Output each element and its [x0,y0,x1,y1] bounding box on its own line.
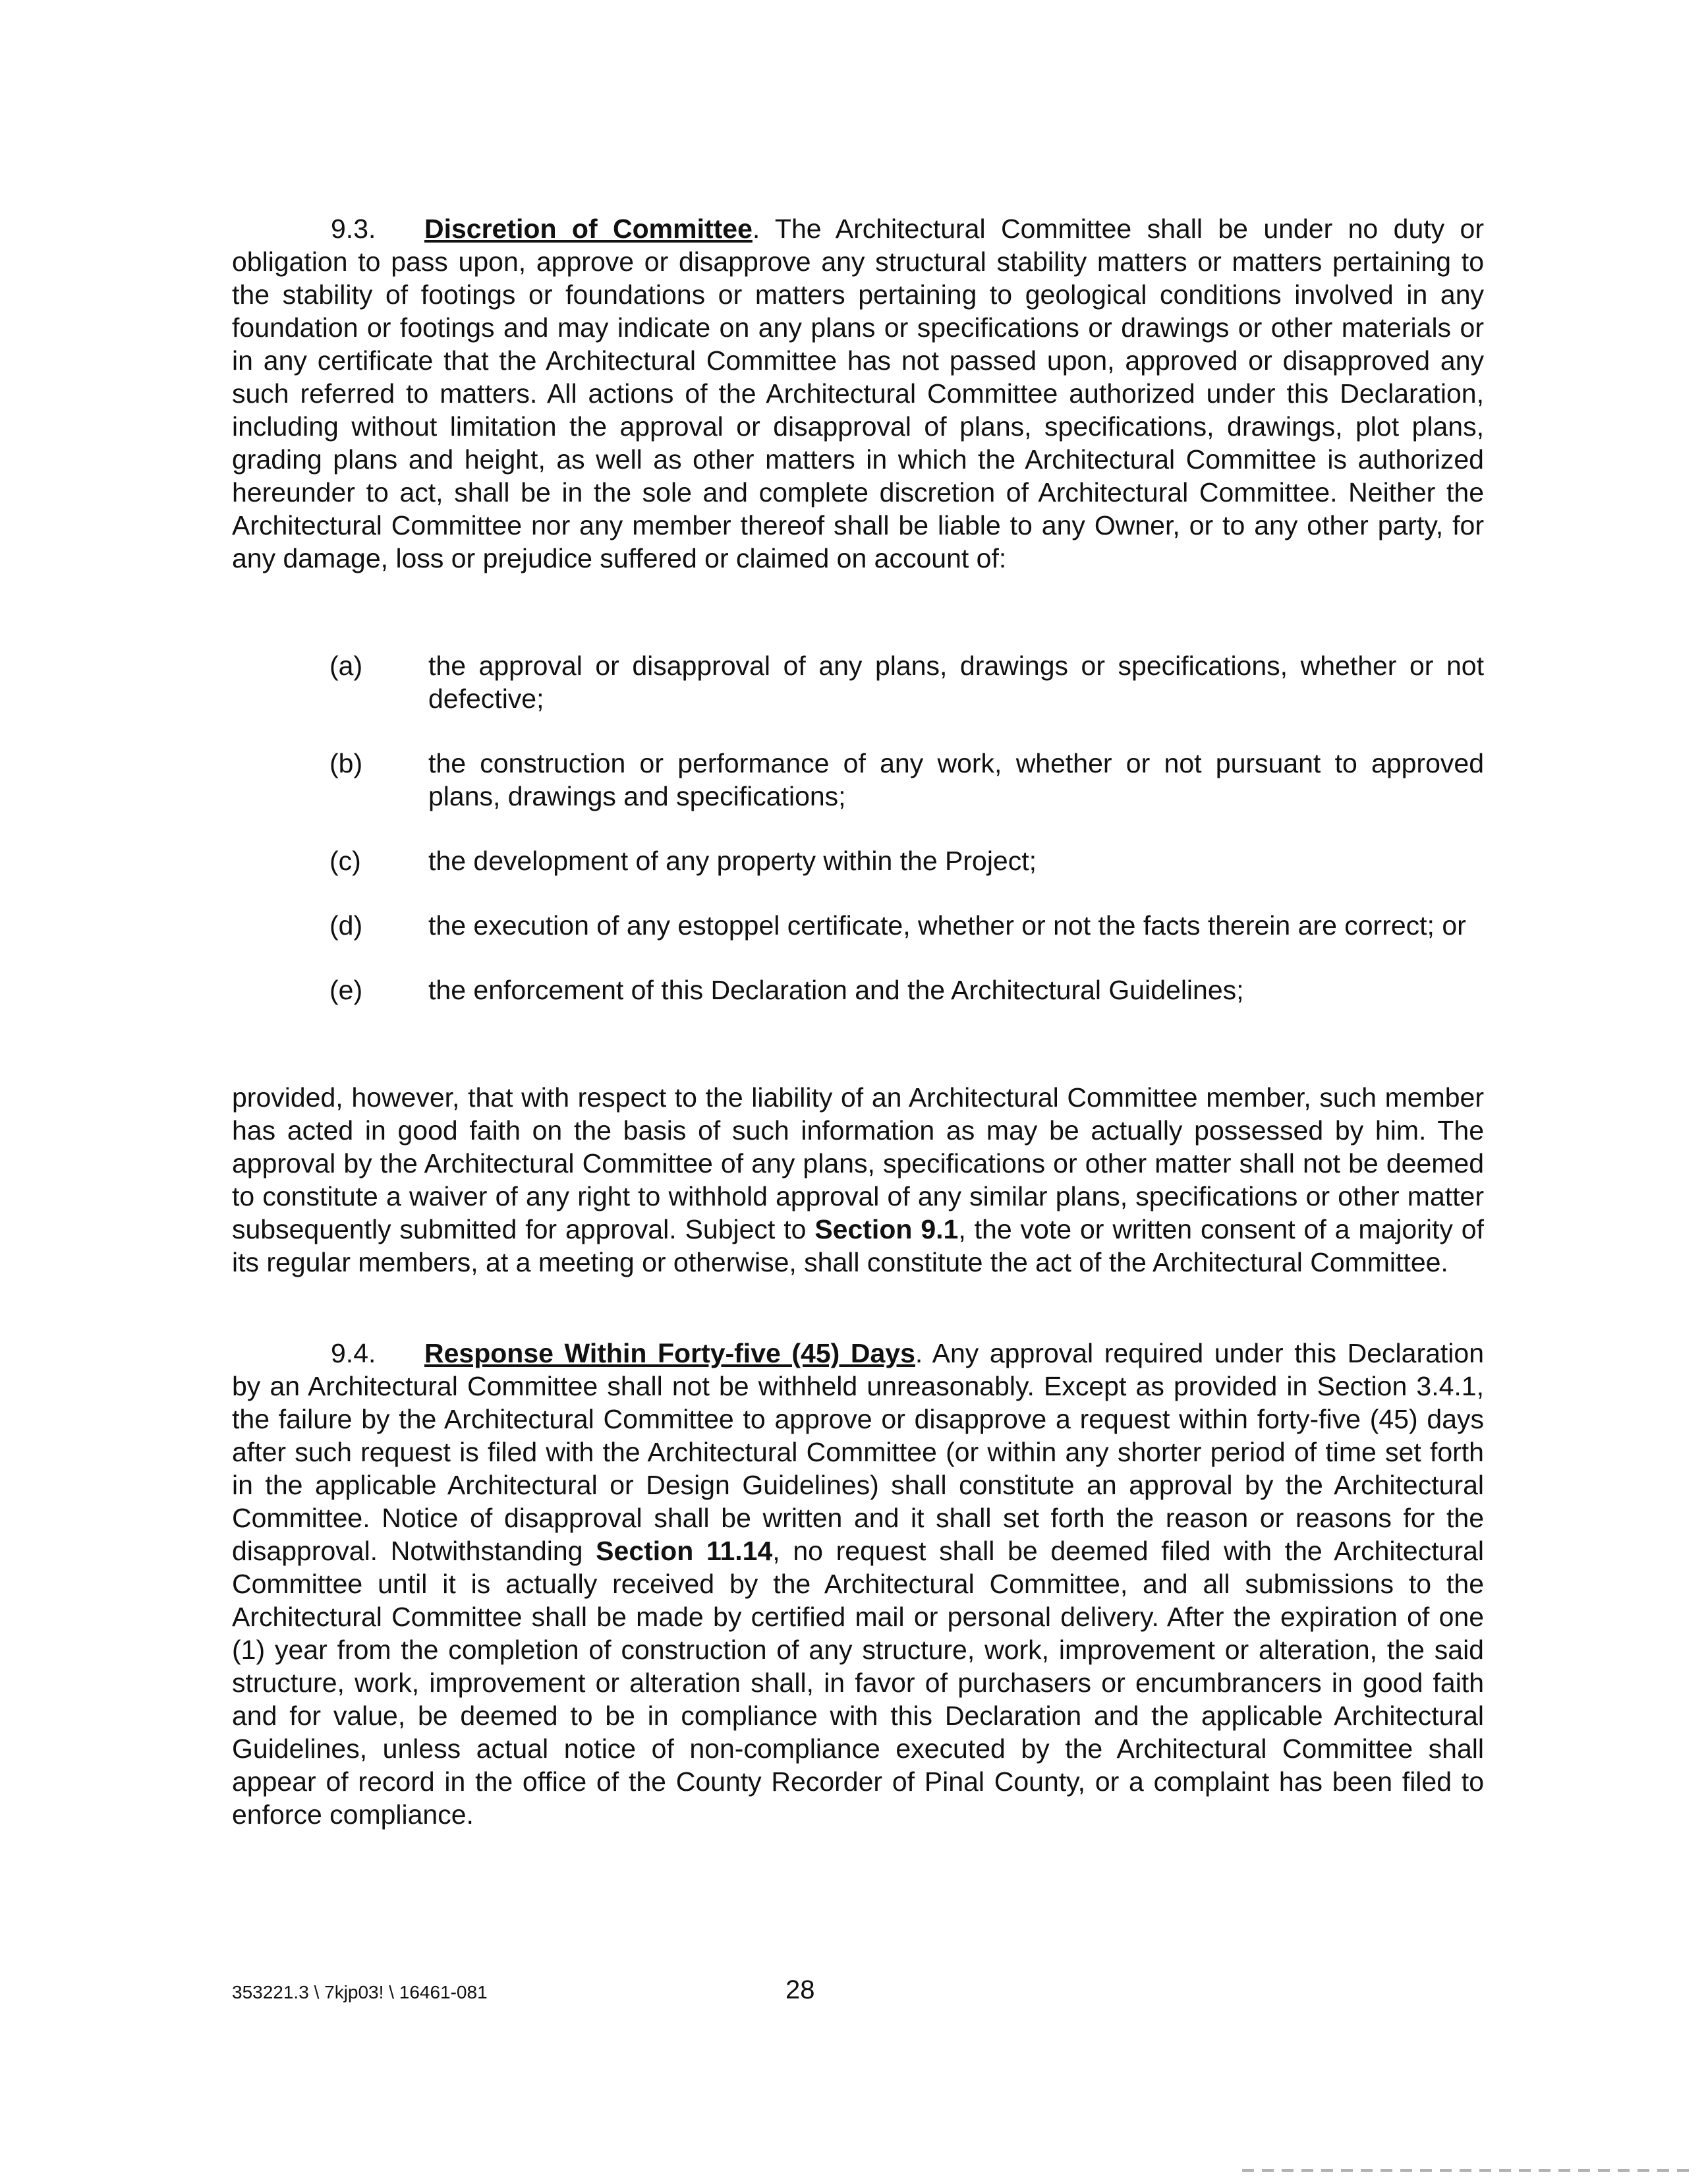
list-item-label: (b) [329,748,363,778]
list-item-text: the approval or disapproval of any plans, drawings or specifications, whether or not defective; [428,651,1484,714]
scan-artifact [1242,2169,1690,2172]
list-item-label: (d) [329,910,363,941]
section-9-4 [232,1337,1484,1831]
list-item [329,909,1484,942]
list-item-label: (c) [329,846,361,876]
list-item [329,974,1484,1006]
list-item-text: the execution of any estoppel certificate, whether or not the facts therein are correct; or [428,910,1466,941]
section-reference: Section 11.14 [596,1536,773,1566]
section-text-before: . Any approval required under this Declaration by an Architectural Committee shall not be withheld unreasonably. Except as provided in Section 3.4.1, the failure by the Architectural Committee to approve or disapprove a request within forty-five (45) days after such request is filed with the Architectural Committee (or within any shorter period of time set forth in the applicable Architectural or Design Guidelines) shall constitute an approval by the Architectural Committee. Notice of disapproval shall be written and it shall set forth the reason or reasons for the disapproval. Notwithstanding [232,1338,1485,1566]
document-reference: 353221.3 \ 7kjp03! \ 16461-081 [232,1982,488,2002]
section-text-after: , no request shall be deemed filed with the Architectural Committee until it is actually received by the Architectural Committee, and all submissions to the Architectural Committee shall be made by certified mail or personal delivery. After the expiration of one (1) year from the completion of construction of any structure, work, improvement or alteration, the said structure, work, improvement or alteration shall, in favor of purchasers or encumbrancers in good faith and for value, be deemed to be in compliance with this Declaration and the applicable Architectural Guidelines, unless actual notice of non-compliance executed by the Architectural Committee shall appear of record in the office of the County Recorder of Pinal County, or a complaint has been filed to enforce compliance. [232,1536,1484,1830]
section-title: Discretion of Committee [424,214,753,244]
list-item [329,844,1484,877]
section-9-3 [232,212,1484,575]
page-number: 28 [785,1975,815,2004]
list-item-text: the construction or performance of any work, whether or not pursuant to approved plans, drawings and specifications; [428,748,1484,811]
list-item-label: (a) [329,651,363,681]
section-body: . The Architectural Committee shall be under no duty or obligation to pass upon, approve or disapprove any structural stability matters or matters pertaining to the stability of footings or foundations or matters pertaining to geological conditions involved in any foundation or footings and may indicate on any plans or specifications or drawings or other materials or in any certificate that the Architectural Committee has not passed upon, approved or disapproved any such referred to matters. All actions of the Architectural Committee authorized under this Declaration, including without limitation the approval or disapproval of plans, specifications, drawings, plot plans, grading plans and height, as well as other matters in which the Architectural Committee is authorized hereunder to act, shall be in the sole and complete discretion of Architectural Committee. Neither the Architectural Committee nor any member thereof shall be liable to any Owner, or to any other party, for any damage, loss or prejudice suffered or claimed on account of: [232,214,1484,573]
list-item-text: the development of any property within the Project; [428,846,1037,876]
section-reference: Section 9.1 [814,1214,959,1244]
section-9-4-paragraph [232,1337,1484,1831]
proviso-paragraph [232,1081,1484,1279]
list-item [329,649,1484,715]
section-number: 9.4. [331,1338,376,1368]
section-number: 9.3. [331,214,376,244]
list-item-text: the enforcement of this Declaration and the Architectural Guidelines; [428,975,1244,1005]
list-item [329,747,1484,813]
section-9-3-paragraph [232,212,1484,575]
proviso-text-after: , the vote or written consent of a majority of its regular members, at a meeting or otherwise, shall constitute the act of the Architectural Committee. [232,1214,1484,1277]
proviso-text-before: provided, however, that with respect to the liability of an Architectural Committee member, such member has acted in good faith on the basis of such information as may be actually possessed by him. The approval by the Architectural Committee of any plans, specifications or other matter shall not be deemed to constitute a waiver of any right to withhold approval of any similar plans, specifications or other matter subsequently submitted for approval. Subject to [232,1082,1484,1244]
liability-list [329,649,1484,1006]
list-item-label: (e) [329,975,363,1005]
section-title: Response Within Forty-five (45) Days [424,1338,915,1368]
